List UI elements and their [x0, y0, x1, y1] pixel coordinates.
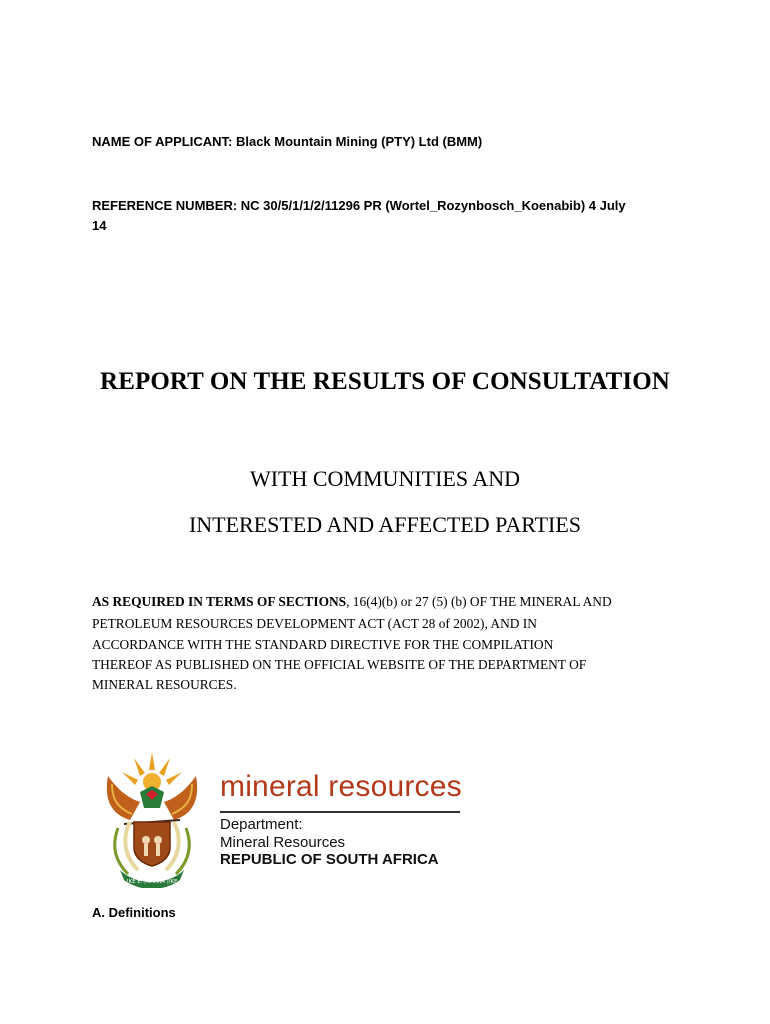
- country-name: REPUBLIC OF SOUTH AFRICA: [220, 851, 439, 868]
- reference-number-line: REFERENCE NUMBER: NC 30/5/1/1/2/11296 PR (Wortel_Rozynbosch_Koenabib) 4 July: [92, 198, 626, 213]
- brand-name: mineral resources: [220, 770, 462, 803]
- paragraph-line-4: THEREOF AS PUBLISHED ON THE OFFICIAL WEBSITE OF THE DEPARTMENT OF: [92, 657, 587, 672]
- brand-divider: [220, 811, 460, 813]
- paragraph-line-1-rest: , 16(4)(b) or 27 (5) (b) OF THE MINERAL AND: [346, 594, 612, 609]
- paragraph-line-2: PETROLEUM RESOURCES DEVELOPMENT ACT (ACT 28 of 2002), AND IN: [92, 616, 537, 631]
- applicant-name-line: NAME OF APPLICANT: Black Mountain Mining (PTY) Ltd (BMM): [92, 134, 483, 149]
- coat-of-arms-icon: [100, 748, 204, 888]
- crest-motto: !KE E: /XARRA //KE: [126, 879, 178, 885]
- reference-number-continuation: 14: [92, 218, 107, 233]
- department-label: Department:: [220, 816, 303, 833]
- paragraph-line-1: [92, 594, 612, 610]
- report-subtitle-line-1: WITH COMMUNITIES AND: [249, 466, 521, 491]
- paragraph-line-5: MINERAL RESOURCES.: [92, 677, 237, 692]
- department-name: Mineral Resources: [220, 834, 346, 851]
- report-subtitle-line-2: INTERESTED AND AFFECTED PARTIES: [188, 512, 582, 537]
- section-heading-definitions: A. Definitions: [92, 905, 176, 920]
- paragraph-lead-bold: AS REQUIRED IN TERMS OF SECTIONS: [92, 594, 347, 609]
- paragraph-line-3: ACCORDANCE WITH THE STANDARD DIRECTIVE FOR THE COMPILATION: [92, 637, 554, 652]
- report-title: REPORT ON THE RESULTS OF CONSULTATION: [100, 368, 670, 395]
